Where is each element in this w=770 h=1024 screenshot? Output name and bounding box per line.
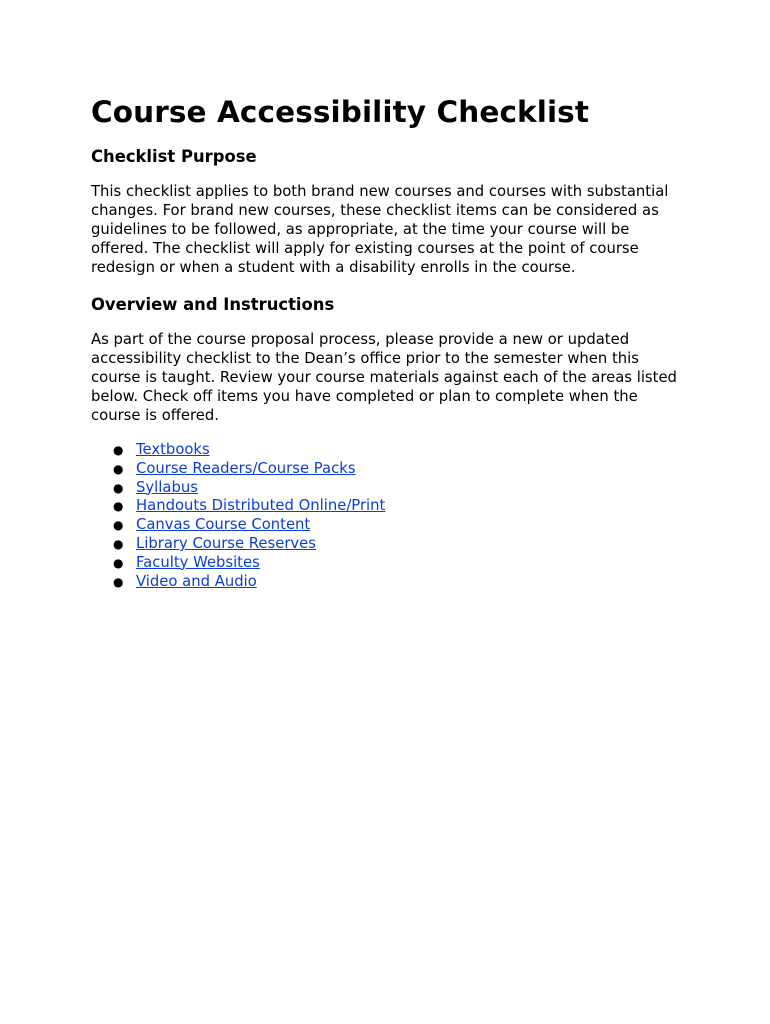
list-item [91, 441, 681, 460]
course-readers-link[interactable]: Course Readers/Course Packs [136, 459, 356, 477]
list-item [91, 516, 681, 535]
list-item [91, 479, 681, 498]
list-item [91, 573, 681, 592]
list-item [91, 497, 681, 516]
document-title: Course Accessibility Checklist [91, 95, 590, 129]
checklist-purpose-heading: Checklist Purpose [91, 147, 257, 166]
bullet-icon: ● [113, 536, 124, 551]
bullet-icon: ● [113, 443, 124, 457]
overview-paragraph: As part of the course proposal process, please provide a new or updated accessibility checklist to the Dean’s office prior to the semester when this course is taught. Review your course materials against each of the areas listed below. Check off items you have completed or plan to complete when the course is offered. [91, 331, 677, 424]
topic-link-list [91, 441, 681, 591]
list-item [91, 554, 681, 573]
overview-heading: Overview and Instructions [91, 295, 335, 314]
video-and-audio-link[interactable]: Video and Audio [136, 572, 257, 590]
bullet-icon: ● [113, 461, 124, 476]
list-item [91, 460, 681, 479]
faculty-websites-link[interactable]: Faculty Websites [136, 553, 260, 571]
checklist-purpose-paragraph: This checklist applies to both brand new courses and courses with substantial changes. For brand new courses, these checklist items can be considered as guidelines to be followed, as appropriate, at the time your course will be offered. The checklist will apply for existing courses at the point of course redesign or when a student with a disability enrolls in the course. [91, 183, 669, 276]
bullet-icon: ● [113, 518, 124, 533]
library-course-reserves-link[interactable]: Library Course Reserves [136, 534, 316, 552]
bullet-icon: ● [113, 499, 124, 514]
handouts-link[interactable]: Handouts Distributed Online/Print [136, 497, 386, 515]
bullet-icon: ● [113, 555, 124, 570]
document-page [91, 92, 681, 591]
bullet-icon: ● [113, 574, 124, 589]
list-item [91, 535, 681, 554]
syllabus-link[interactable]: Syllabus [136, 478, 198, 496]
canvas-course-content-link[interactable]: Canvas Course Content [136, 516, 311, 534]
textbooks-link[interactable]: Textbooks [136, 441, 210, 458]
bullet-icon: ● [113, 480, 124, 495]
